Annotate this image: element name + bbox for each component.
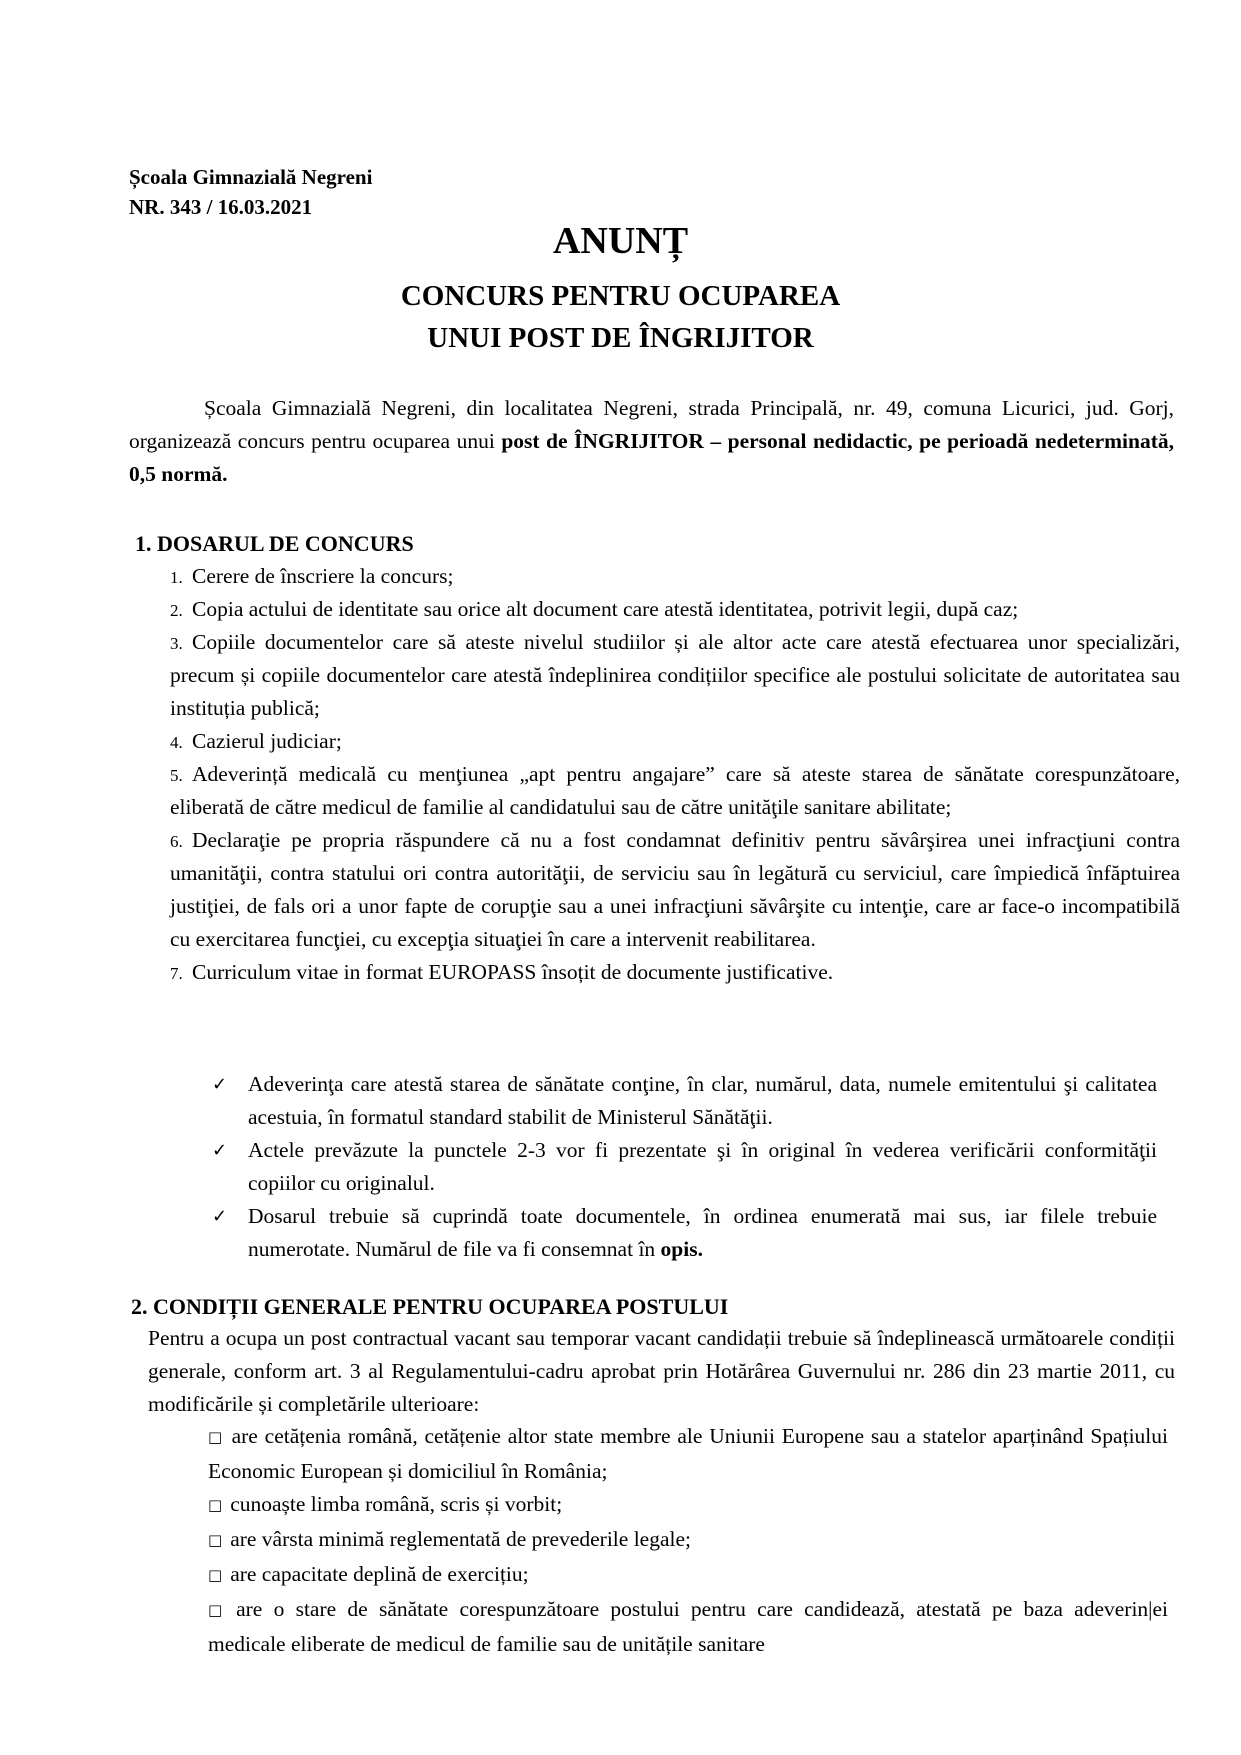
list-item [170,725,1180,758]
condition-text: are vârsta minimă reglementată de prevederile legale; [230,1527,691,1551]
document-number: NR. 343 / 16.03.2021 [129,195,313,219]
section-2-title: 2. CONDIȚII GENERALE PENTRU OCUPAREA POSTULUI [131,1294,729,1319]
condition-text: are cetățenia română, cetățenie altor state membre ale Uniunii Europene sau a statelor aparținând Spațiului Economic European și domiciliul în România; [208,1424,1168,1483]
note-text: Actele prevăzute la punctele 2-3 vor fi prezentate şi în original în vederea verificării conformităţii copiilor cu originalul. [248,1138,1157,1195]
list-item [170,758,1180,824]
announcement-subtitle-line-1: CONCURS PENTRU OCUPAREA [400,280,841,312]
item-number: 1. [170,568,183,587]
school-name: Școala Gimnazială Negreni [129,165,373,189]
item-text: Adeverință medicală cu menţiunea „apt pentru angajare” care să ateste starea de sănătate corespunzătoare, eliberată de către medicul de familie al candidatului sau de către unităţile sanitare abilitate; [170,762,1180,819]
note-item [212,1068,1157,1134]
condition-item [208,1488,1168,1523]
list-item [170,626,1180,725]
condition-text: are capacitate deplină de exercițiu; [230,1562,529,1586]
condition-item [208,1420,1168,1488]
item-number: 6. [170,832,183,851]
item-text: Cerere de înscriere la concurs; [192,564,454,588]
item-number: 7. [170,964,183,983]
announcement-subtitle-line-2: UNUI POST DE ÎNGRIJITOR [427,322,814,354]
checkmark-icon: ✓ [212,1140,228,1161]
checkmark-icon: ✓ [212,1074,228,1095]
header-block [129,162,372,222]
conditions-list [208,1420,1168,1661]
condition-item [208,1523,1168,1558]
checkbox-square-icon: □ [208,1428,224,1446]
checkbox-square-icon: □ [208,1531,223,1549]
item-number: 2. [170,601,183,620]
announcement-title: ANUNȚ [552,220,689,262]
checkbox-square-icon: □ [208,1566,223,1584]
item-number: 5. [170,766,183,785]
item-number: 4. [170,733,183,752]
checkmark-icon: ✓ [212,1206,228,1227]
condition-item [208,1593,1168,1661]
note-text: Adeverinţa care atestă starea de sănătate conţine, în clar, numărul, data, numele emitentului şi calitatea acestuia, în formatul standard stabilit de Ministerul Sănătăţii. [248,1072,1157,1129]
note-item [212,1134,1157,1200]
list-item [170,593,1180,626]
note-bold-text: opis. [660,1237,703,1261]
list-item [170,956,1180,989]
checkbox-square-icon: □ [208,1601,229,1619]
item-text: Declaraţie pe propria răspundere că nu a fost condamnat definitiv pentru săvârşirea unei infracţiuni contra umanităţii, contra statului ori contra autorităţii, de serviciu sau în legătură cu serviciul, care împiedică înfăptuirea justiţiei, de fals ori a unor fapte de corupţie sau a unei infracţiuni săvârşite cu intenţie, care ar face-o incompatibilă cu exercitarea funcţiei, cu excepţia situaţiei în care a intervenit reabilitarea. [170,828,1180,951]
conditions-intro: Pentru a ocupa un post contractual vacant sau temporar vacant candidații trebuie să îndeplinească următoarele condiții generale, conform art. 3 al Regulamentului-cadru aprobat prin Hotărârea Guvernului nr. 286 din 23 martie 2011, cu modificările și completările ulterioare: [148,1326,1175,1416]
item-text: Curriculum vitae in format EUROPASS însoțit de documente justificative. [192,960,834,984]
checkbox-square-icon: □ [208,1496,223,1514]
intro-text: Școala Gimnazială Negreni, din localitatea Negreni, strada Principală, nr. 49, comuna Licurici, jud. Gorj, organizează concurs pentru ocuparea unui [129,396,1174,453]
intro-paragraph [129,392,1174,491]
note-text: Dosarul trebuie să cuprindă toate documentele, în ordinea enumerată mai sus, iar filele trebuie numerotate. Numărul de file va fi consemnat în [248,1204,1157,1261]
item-text: Cazierul judiciar; [192,729,342,753]
item-number: 3. [170,634,183,653]
item-text: Copiile documentelor care să ateste nivelul studiilor și ale altor acte care atestă efectuarea unor specializări, precum și copiile documentelor care atestă îndeplinirea condițiilor specifice ale postului solicitate de autoritatea sau instituția publică; [170,630,1180,720]
notes-list [212,1068,1157,1266]
intro-bold-text: post de ÎNGRIJITOR – personal nedidactic, pe perioadă nedeterminată, 0,5 normă. [129,429,1175,486]
section-1-title: 1. DOSARUL DE CONCURS [135,531,414,556]
note-item [212,1200,1157,1266]
condition-text: cunoaște limba română, scris și vorbit; [230,1492,563,1516]
item-text: Copia actului de identitate sau orice alt document care atestă identitatea, potrivit legii, după caz; [192,597,1019,621]
dossier-list [170,560,1180,989]
condition-text: are o stare de sănătate corespunzătoare postului pentru care candidează, atestată pe baza adeverin|ei medicale eliberate de medicul de familie sau de unitățile sanitare [208,1597,1168,1656]
list-item [170,824,1180,956]
list-item [170,560,1180,593]
condition-item [208,1558,1168,1593]
